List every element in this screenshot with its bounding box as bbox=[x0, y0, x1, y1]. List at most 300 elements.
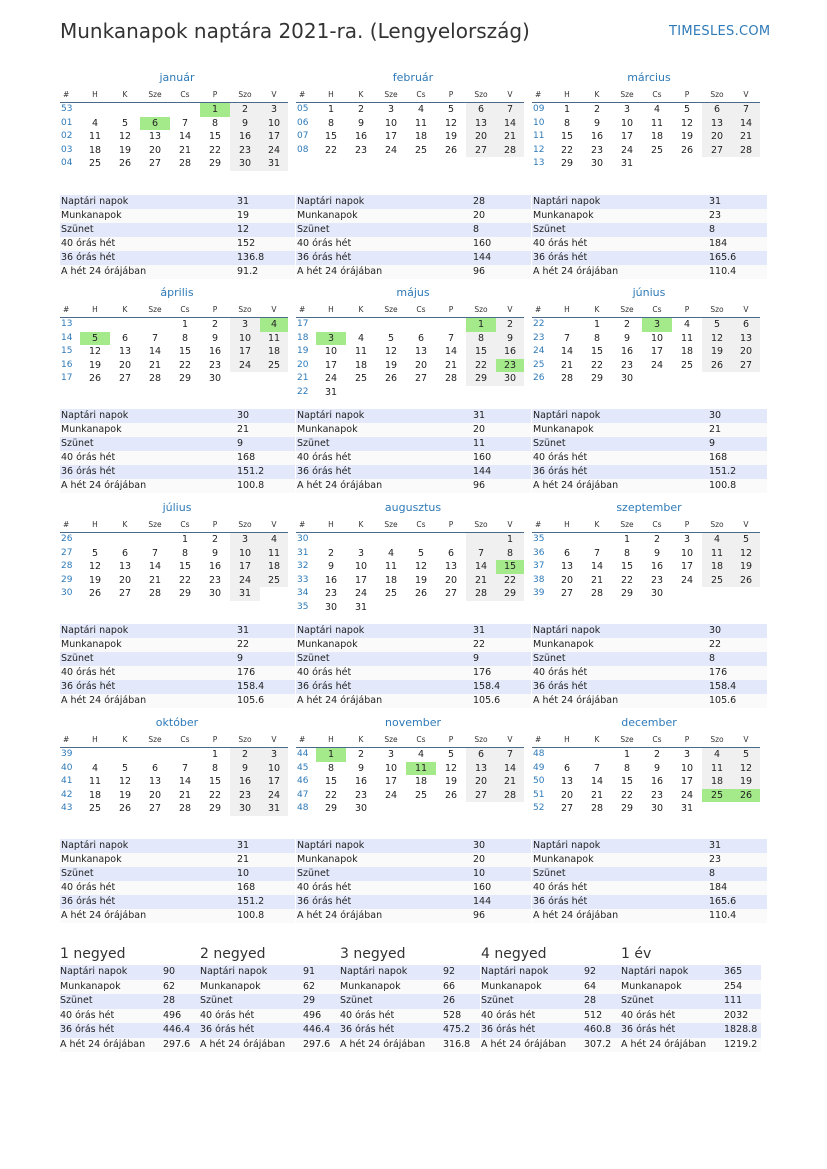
day-cell[interactable]: 16 bbox=[230, 130, 260, 144]
day-cell[interactable]: 7 bbox=[593, 762, 601, 774]
day-cell[interactable]: 26 bbox=[732, 574, 760, 588]
day-cell[interactable]: 2 bbox=[357, 104, 365, 115]
day-cell[interactable]: 23 bbox=[354, 789, 368, 801]
day-cell[interactable]: 22 bbox=[324, 144, 338, 156]
day-cell[interactable]: 27 bbox=[414, 373, 428, 384]
day-cell[interactable]: 25 bbox=[354, 373, 368, 384]
day-cell[interactable]: 21 bbox=[496, 775, 524, 789]
day-cell[interactable]: 4 bbox=[653, 104, 661, 115]
day-cell[interactable]: 5 bbox=[447, 104, 455, 115]
day-cell[interactable]: 20 bbox=[466, 130, 496, 144]
day-cell[interactable]: 20 bbox=[148, 144, 162, 156]
day-cell[interactable]: 13 bbox=[118, 346, 132, 357]
day-cell[interactable]: 29 bbox=[324, 803, 338, 814]
day-cell[interactable]: 29 bbox=[466, 372, 496, 386]
day-cell[interactable]: 8 bbox=[496, 547, 524, 561]
day-cell[interactable]: 20 bbox=[732, 345, 760, 359]
day-cell[interactable]: 13 bbox=[148, 131, 162, 142]
day-cell[interactable]: 27 bbox=[148, 803, 162, 814]
day-cell[interactable]: 31 bbox=[680, 803, 694, 814]
holiday-day-cell[interactable]: 25 bbox=[702, 789, 732, 803]
day-cell[interactable]: 15 bbox=[590, 346, 604, 357]
day-cell[interactable]: 24 bbox=[620, 144, 634, 156]
day-cell[interactable]: 21 bbox=[178, 144, 192, 156]
day-cell[interactable]: 26 bbox=[384, 373, 398, 384]
day-cell[interactable]: 1 bbox=[327, 104, 335, 115]
day-cell[interactable]: 27 bbox=[466, 789, 496, 803]
day-cell[interactable]: 30 bbox=[496, 372, 524, 386]
day-cell[interactable]: 28 bbox=[148, 588, 162, 599]
day-cell[interactable]: 8 bbox=[563, 117, 571, 129]
day-cell[interactable]: 22 bbox=[560, 144, 574, 156]
day-cell[interactable]: 18 bbox=[384, 574, 398, 586]
day-cell[interactable]: 13 bbox=[732, 332, 760, 346]
day-cell[interactable]: 20 bbox=[118, 574, 132, 586]
day-cell[interactable]: 15 bbox=[466, 345, 496, 359]
day-cell[interactable]: 17 bbox=[680, 561, 694, 572]
day-cell[interactable]: 2 bbox=[211, 319, 219, 330]
day-cell[interactable]: 24 bbox=[230, 359, 260, 373]
day-cell[interactable]: 8 bbox=[593, 332, 601, 344]
day-cell[interactable]: 4 bbox=[683, 319, 691, 330]
day-cell[interactable]: 30 bbox=[620, 373, 634, 384]
day-cell[interactable]: 21 bbox=[466, 574, 496, 588]
day-cell[interactable]: 30 bbox=[650, 588, 664, 599]
day-cell[interactable]: 14 bbox=[444, 346, 458, 357]
day-cell[interactable]: 6 bbox=[121, 332, 129, 344]
day-cell[interactable]: 24 bbox=[230, 574, 260, 588]
day-cell[interactable]: 26 bbox=[414, 588, 428, 599]
day-cell[interactable]: 12 bbox=[88, 346, 102, 357]
day-cell[interactable]: 2 bbox=[653, 534, 661, 545]
day-cell[interactable]: 11 bbox=[384, 561, 398, 572]
day-cell[interactable]: 31 bbox=[260, 802, 288, 816]
day-cell[interactable]: 4 bbox=[357, 332, 365, 344]
day-cell[interactable]: 2 bbox=[357, 749, 365, 760]
day-cell[interactable]: 12 bbox=[702, 332, 732, 346]
day-cell[interactable]: 31 bbox=[620, 158, 634, 169]
day-cell[interactable]: 21 bbox=[590, 574, 604, 586]
day-cell[interactable]: 20 bbox=[148, 789, 162, 801]
day-cell[interactable]: 9 bbox=[327, 561, 335, 572]
day-cell[interactable]: 8 bbox=[211, 762, 219, 774]
day-cell[interactable]: 7 bbox=[181, 762, 189, 774]
day-cell[interactable]: 22 bbox=[620, 574, 634, 586]
day-cell[interactable]: 27 bbox=[560, 803, 574, 814]
day-cell[interactable]: 17 bbox=[230, 560, 260, 574]
day-cell[interactable]: 26 bbox=[680, 144, 694, 156]
day-cell[interactable]: 3 bbox=[260, 748, 288, 762]
day-cell[interactable]: 16 bbox=[650, 561, 664, 572]
day-cell[interactable]: 27 bbox=[466, 144, 496, 158]
day-cell[interactable]: 15 bbox=[178, 561, 192, 572]
day-cell[interactable]: 11 bbox=[354, 346, 368, 357]
day-cell[interactable]: 9 bbox=[653, 547, 661, 559]
day-cell[interactable]: 4 bbox=[387, 547, 395, 559]
day-cell[interactable]: 27 bbox=[118, 373, 132, 384]
day-cell[interactable]: 22 bbox=[496, 574, 524, 588]
day-cell[interactable]: 23 bbox=[324, 588, 338, 599]
day-cell[interactable]: 8 bbox=[466, 332, 496, 346]
day-cell[interactable]: 13 bbox=[560, 776, 574, 787]
day-cell[interactable]: 12 bbox=[414, 561, 428, 572]
day-cell[interactable]: 24 bbox=[260, 789, 288, 803]
day-cell[interactable]: 19 bbox=[88, 359, 102, 371]
day-cell[interactable]: 20 bbox=[702, 130, 732, 144]
day-cell[interactable]: 18 bbox=[702, 560, 732, 574]
day-cell[interactable]: 10 bbox=[230, 547, 260, 561]
day-cell[interactable]: 16 bbox=[496, 345, 524, 359]
day-cell[interactable]: 16 bbox=[324, 574, 338, 586]
day-cell[interactable]: 23 bbox=[208, 359, 222, 371]
day-cell[interactable]: 24 bbox=[384, 144, 398, 156]
day-cell[interactable]: 10 bbox=[230, 332, 260, 346]
day-cell[interactable]: 9 bbox=[211, 332, 219, 344]
day-cell[interactable]: 18 bbox=[680, 346, 694, 357]
day-cell[interactable]: 16 bbox=[620, 346, 634, 357]
day-cell[interactable]: 16 bbox=[208, 561, 222, 572]
day-cell[interactable]: 5 bbox=[732, 533, 760, 547]
day-cell[interactable]: 2 bbox=[230, 103, 260, 117]
day-cell[interactable]: 10 bbox=[384, 117, 398, 129]
day-cell[interactable]: 13 bbox=[560, 561, 574, 572]
day-cell[interactable]: 12 bbox=[118, 131, 132, 142]
day-cell[interactable]: 18 bbox=[414, 131, 428, 142]
day-cell[interactable]: 22 bbox=[178, 574, 192, 586]
day-cell[interactable]: 6 bbox=[447, 547, 455, 559]
day-cell[interactable]: 21 bbox=[444, 359, 458, 371]
day-cell[interactable]: 6 bbox=[563, 547, 571, 559]
day-cell[interactable]: 17 bbox=[384, 776, 398, 787]
day-cell[interactable]: 6 bbox=[702, 103, 732, 117]
day-cell[interactable]: 25 bbox=[650, 144, 664, 156]
day-cell[interactable]: 8 bbox=[327, 117, 335, 129]
day-cell[interactable]: 5 bbox=[732, 748, 760, 762]
day-cell[interactable]: 17 bbox=[354, 574, 368, 586]
day-cell[interactable]: 10 bbox=[650, 332, 664, 344]
day-cell[interactable]: 11 bbox=[88, 131, 102, 142]
day-cell[interactable]: 8 bbox=[211, 117, 219, 129]
day-cell[interactable]: 8 bbox=[327, 762, 335, 774]
day-cell[interactable]: 18 bbox=[354, 359, 368, 371]
day-cell[interactable]: 17 bbox=[620, 131, 634, 142]
day-cell[interactable]: 23 bbox=[354, 144, 368, 156]
day-cell[interactable]: 25 bbox=[702, 574, 732, 588]
holiday-day-cell[interactable]: 5 bbox=[80, 332, 110, 346]
day-cell[interactable]: 24 bbox=[354, 588, 368, 599]
day-cell[interactable]: 20 bbox=[414, 359, 428, 371]
day-cell[interactable]: 30 bbox=[208, 588, 222, 599]
day-cell[interactable]: 2 bbox=[593, 104, 601, 115]
day-cell[interactable]: 10 bbox=[620, 117, 634, 129]
day-cell[interactable]: 6 bbox=[151, 762, 159, 774]
day-cell[interactable]: 12 bbox=[732, 762, 760, 776]
day-cell[interactable]: 30 bbox=[230, 802, 260, 816]
day-cell[interactable]: 9 bbox=[593, 117, 601, 129]
day-cell[interactable]: 26 bbox=[702, 359, 732, 373]
day-cell[interactable]: 6 bbox=[466, 103, 496, 117]
day-cell[interactable]: 11 bbox=[414, 117, 428, 129]
day-cell[interactable]: 19 bbox=[384, 359, 398, 371]
day-cell[interactable]: 4 bbox=[417, 749, 425, 760]
day-cell[interactable]: 22 bbox=[620, 789, 634, 801]
day-cell[interactable]: 5 bbox=[447, 749, 455, 760]
day-cell[interactable]: 13 bbox=[466, 117, 496, 131]
day-cell[interactable]: 9 bbox=[357, 762, 365, 774]
day-cell[interactable]: 17 bbox=[680, 776, 694, 787]
day-cell[interactable]: 29 bbox=[496, 587, 524, 601]
day-cell[interactable]: 15 bbox=[620, 776, 634, 787]
day-cell[interactable]: 11 bbox=[88, 776, 102, 787]
day-cell[interactable]: 3 bbox=[260, 103, 288, 117]
day-cell[interactable]: 1 bbox=[181, 319, 189, 330]
day-cell[interactable]: 26 bbox=[444, 789, 458, 801]
day-cell[interactable]: 20 bbox=[466, 775, 496, 789]
day-cell[interactable]: 23 bbox=[208, 574, 222, 586]
day-cell[interactable]: 25 bbox=[88, 158, 102, 169]
day-cell[interactable]: 24 bbox=[680, 574, 694, 586]
day-cell[interactable]: 16 bbox=[354, 131, 368, 142]
day-cell[interactable]: 29 bbox=[620, 588, 634, 599]
day-cell[interactable]: 10 bbox=[384, 762, 398, 774]
day-cell[interactable]: 7 bbox=[496, 103, 524, 117]
day-cell[interactable]: 15 bbox=[324, 131, 338, 142]
day-cell[interactable]: 18 bbox=[88, 789, 102, 801]
day-cell[interactable]: 28 bbox=[466, 587, 496, 601]
day-cell[interactable]: 12 bbox=[732, 547, 760, 561]
day-cell[interactable]: 18 bbox=[702, 775, 732, 789]
day-cell[interactable]: 24 bbox=[384, 789, 398, 801]
day-cell[interactable]: 7 bbox=[466, 547, 496, 561]
day-cell[interactable]: 12 bbox=[88, 561, 102, 572]
day-cell[interactable]: 1 bbox=[623, 534, 631, 545]
day-cell[interactable]: 3 bbox=[683, 749, 691, 760]
day-cell[interactable]: 11 bbox=[680, 332, 694, 344]
day-cell[interactable]: 7 bbox=[563, 332, 571, 344]
day-cell[interactable]: 6 bbox=[563, 762, 571, 774]
day-cell[interactable]: 16 bbox=[590, 131, 604, 142]
holiday-day-cell[interactable]: 23 bbox=[496, 359, 524, 373]
day-cell[interactable]: 9 bbox=[496, 332, 524, 346]
day-cell[interactable]: 27 bbox=[148, 158, 162, 169]
day-cell[interactable]: 8 bbox=[623, 762, 631, 774]
holiday-day-cell[interactable]: 4 bbox=[260, 318, 288, 332]
day-cell[interactable]: 25 bbox=[384, 588, 398, 599]
day-cell[interactable]: 1 bbox=[211, 749, 219, 760]
day-cell[interactable]: 26 bbox=[118, 158, 132, 169]
day-cell[interactable]: 20 bbox=[560, 789, 574, 801]
day-cell[interactable]: 9 bbox=[623, 332, 631, 344]
day-cell[interactable]: 8 bbox=[623, 547, 631, 559]
day-cell[interactable]: 30 bbox=[590, 158, 604, 169]
day-cell[interactable]: 6 bbox=[121, 547, 129, 559]
day-cell[interactable]: 5 bbox=[417, 547, 425, 559]
day-cell[interactable]: 25 bbox=[88, 803, 102, 814]
day-cell[interactable]: 20 bbox=[118, 359, 132, 371]
holiday-day-cell[interactable]: 1 bbox=[316, 748, 346, 762]
day-cell[interactable]: 15 bbox=[178, 346, 192, 357]
day-cell[interactable]: 26 bbox=[88, 373, 102, 384]
day-cell[interactable]: 2 bbox=[496, 318, 524, 332]
day-cell[interactable]: 27 bbox=[560, 588, 574, 599]
day-cell[interactable]: 5 bbox=[387, 332, 395, 344]
day-cell[interactable]: 13 bbox=[702, 117, 732, 131]
day-cell[interactable]: 29 bbox=[208, 803, 222, 814]
day-cell[interactable]: 11 bbox=[702, 547, 732, 561]
day-cell[interactable]: 12 bbox=[444, 117, 458, 129]
day-cell[interactable]: 2 bbox=[623, 319, 631, 330]
day-cell[interactable]: 6 bbox=[417, 332, 425, 344]
day-cell[interactable]: 19 bbox=[732, 775, 760, 789]
day-cell[interactable]: 13 bbox=[118, 561, 132, 572]
day-cell[interactable]: 19 bbox=[118, 144, 132, 156]
day-cell[interactable]: 11 bbox=[260, 547, 288, 561]
day-cell[interactable]: 29 bbox=[560, 158, 574, 169]
day-cell[interactable]: 15 bbox=[324, 776, 338, 787]
day-cell[interactable]: 7 bbox=[593, 547, 601, 559]
day-cell[interactable]: 17 bbox=[324, 359, 338, 371]
day-cell[interactable]: 31 bbox=[354, 601, 368, 613]
day-cell[interactable]: 28 bbox=[590, 588, 604, 599]
day-cell[interactable]: 14 bbox=[148, 346, 162, 357]
day-cell[interactable]: 7 bbox=[732, 103, 760, 117]
day-cell[interactable]: 17 bbox=[230, 345, 260, 359]
day-cell[interactable]: 14 bbox=[560, 346, 574, 357]
day-cell[interactable]: 23 bbox=[230, 789, 260, 803]
day-cell[interactable]: 4 bbox=[260, 533, 288, 547]
day-cell[interactable]: 25 bbox=[260, 574, 288, 588]
day-cell[interactable]: 24 bbox=[680, 789, 694, 801]
day-cell[interactable]: 30 bbox=[324, 601, 338, 613]
day-cell[interactable]: 28 bbox=[444, 373, 458, 384]
day-cell[interactable]: 10 bbox=[354, 561, 368, 572]
day-cell[interactable]: 19 bbox=[414, 574, 428, 586]
day-cell[interactable]: 16 bbox=[208, 346, 222, 357]
day-cell[interactable]: 11 bbox=[702, 762, 732, 776]
day-cell[interactable]: 6 bbox=[466, 748, 496, 762]
day-cell[interactable]: 26 bbox=[118, 803, 132, 814]
day-cell[interactable]: 14 bbox=[496, 762, 524, 776]
day-cell[interactable]: 7 bbox=[151, 332, 159, 344]
brand-link[interactable]: TIMESLES.COM bbox=[669, 24, 771, 39]
day-cell[interactable]: 4 bbox=[91, 117, 99, 129]
day-cell[interactable]: 20 bbox=[560, 574, 574, 586]
day-cell[interactable]: 4 bbox=[702, 748, 732, 762]
day-cell[interactable]: 12 bbox=[384, 346, 398, 357]
holiday-day-cell[interactable]: 26 bbox=[732, 789, 760, 803]
day-cell[interactable]: 26 bbox=[88, 588, 102, 599]
day-cell[interactable]: 14 bbox=[178, 776, 192, 787]
day-cell[interactable]: 19 bbox=[732, 560, 760, 574]
day-cell[interactable]: 14 bbox=[590, 561, 604, 572]
day-cell[interactable]: 16 bbox=[354, 776, 368, 787]
day-cell[interactable]: 1 bbox=[623, 749, 631, 760]
day-cell[interactable]: 8 bbox=[181, 547, 189, 559]
day-cell[interactable]: 9 bbox=[230, 117, 260, 131]
day-cell[interactable]: 14 bbox=[496, 117, 524, 131]
day-cell[interactable]: 27 bbox=[732, 359, 760, 373]
day-cell[interactable]: 24 bbox=[260, 144, 288, 158]
day-cell[interactable]: 13 bbox=[148, 776, 162, 787]
day-cell[interactable]: 9 bbox=[653, 762, 661, 774]
day-cell[interactable]: 17 bbox=[260, 130, 288, 144]
day-cell[interactable]: 19 bbox=[88, 574, 102, 586]
day-cell[interactable]: 10 bbox=[260, 762, 288, 776]
day-cell[interactable]: 15 bbox=[560, 131, 574, 142]
day-cell[interactable]: 28 bbox=[178, 803, 192, 814]
day-cell[interactable]: 25 bbox=[680, 359, 694, 371]
day-cell[interactable]: 18 bbox=[650, 131, 664, 142]
day-cell[interactable]: 1 bbox=[496, 533, 524, 547]
day-cell[interactable]: 19 bbox=[444, 131, 458, 142]
day-cell[interactable]: 29 bbox=[178, 373, 192, 384]
day-cell[interactable]: 23 bbox=[620, 359, 634, 371]
day-cell[interactable]: 22 bbox=[178, 359, 192, 371]
day-cell[interactable]: 10 bbox=[680, 762, 694, 774]
day-cell[interactable]: 23 bbox=[650, 789, 664, 801]
day-cell[interactable]: 13 bbox=[414, 346, 428, 357]
day-cell[interactable]: 21 bbox=[148, 574, 162, 586]
day-cell[interactable]: 31 bbox=[324, 386, 338, 398]
day-cell[interactable]: 10 bbox=[324, 346, 338, 357]
day-cell[interactable]: 23 bbox=[650, 574, 664, 586]
day-cell[interactable]: 11 bbox=[260, 332, 288, 346]
day-cell[interactable]: 30 bbox=[650, 803, 664, 814]
day-cell[interactable]: 14 bbox=[148, 561, 162, 572]
day-cell[interactable]: 23 bbox=[590, 144, 604, 156]
day-cell[interactable]: 4 bbox=[702, 533, 732, 547]
day-cell[interactable]: 14 bbox=[590, 776, 604, 787]
day-cell[interactable]: 13 bbox=[444, 561, 458, 572]
day-cell[interactable]: 17 bbox=[260, 775, 288, 789]
day-cell[interactable]: 29 bbox=[620, 803, 634, 814]
day-cell[interactable]: 17 bbox=[650, 346, 664, 357]
day-cell[interactable]: 12 bbox=[680, 117, 694, 129]
day-cell[interactable]: 5 bbox=[121, 117, 129, 129]
day-cell[interactable]: 19 bbox=[680, 131, 694, 142]
day-cell[interactable]: 12 bbox=[118, 776, 132, 787]
day-cell[interactable]: 28 bbox=[148, 373, 162, 384]
holiday-day-cell[interactable]: 3 bbox=[316, 332, 346, 346]
day-cell[interactable]: 3 bbox=[683, 534, 691, 545]
day-cell[interactable]: 31 bbox=[230, 587, 260, 601]
day-cell[interactable]: 14 bbox=[732, 117, 760, 131]
holiday-day-cell[interactable]: 6 bbox=[140, 117, 170, 131]
day-cell[interactable]: 5 bbox=[683, 104, 691, 115]
day-cell[interactable]: 29 bbox=[178, 588, 192, 599]
holiday-day-cell[interactable]: 1 bbox=[466, 318, 496, 332]
day-cell[interactable]: 22 bbox=[208, 144, 222, 156]
day-cell[interactable]: 18 bbox=[260, 345, 288, 359]
day-cell[interactable]: 28 bbox=[496, 789, 524, 803]
day-cell[interactable]: 4 bbox=[91, 762, 99, 774]
day-cell[interactable]: 22 bbox=[324, 789, 338, 801]
day-cell[interactable]: 30 bbox=[354, 803, 368, 814]
day-cell[interactable]: 30 bbox=[230, 157, 260, 171]
day-cell[interactable]: 21 bbox=[148, 359, 162, 371]
holiday-day-cell[interactable]: 1 bbox=[200, 103, 230, 117]
day-cell[interactable]: 22 bbox=[208, 789, 222, 801]
day-cell[interactable]: 16 bbox=[230, 775, 260, 789]
holiday-day-cell[interactable]: 11 bbox=[406, 762, 436, 776]
day-cell[interactable]: 12 bbox=[444, 762, 458, 774]
day-cell[interactable]: 21 bbox=[496, 130, 524, 144]
day-cell[interactable]: 27 bbox=[118, 588, 132, 599]
day-cell[interactable]: 27 bbox=[444, 588, 458, 599]
day-cell[interactable]: 2 bbox=[230, 748, 260, 762]
day-cell[interactable]: 22 bbox=[466, 359, 496, 373]
day-cell[interactable]: 17 bbox=[384, 131, 398, 142]
